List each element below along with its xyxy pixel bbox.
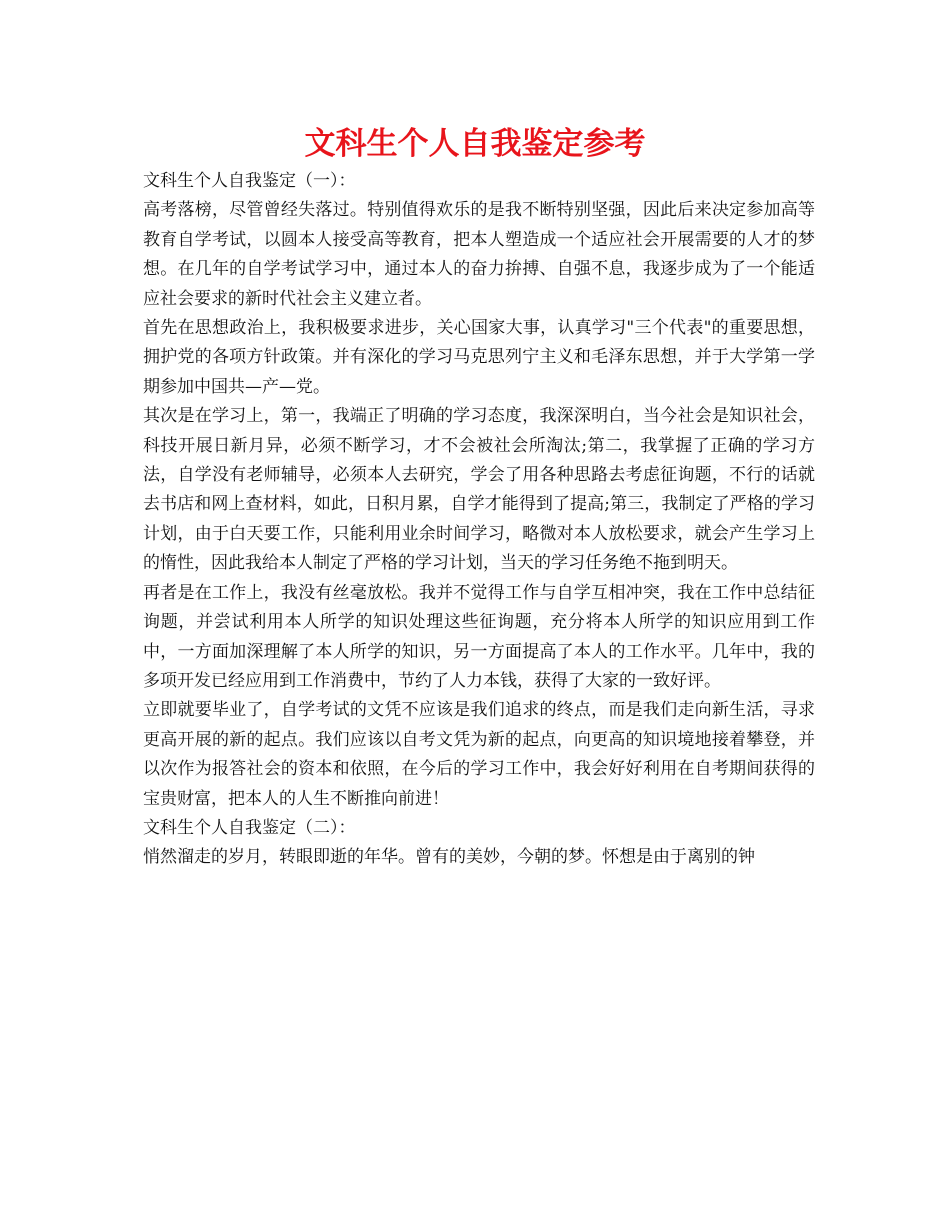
body-paragraph: 立即就要毕业了，自学考试的文凭不应该是我们追求的终点，而是我们走向新生活，寻求更高开展的新的起点。我们应该以自考文凭为新的起点，向更高的知识境地接着攀登，并以次作为报答社会的资本和依照，在今后的学习工作中，我会好好利用在自考期间获得的宝贵财富，把本人的人生不断推向前进！ [143,700,815,809]
body-paragraph: 高考落榜，尽管曾经失落过。特别值得欢乐的是我不断特别坚强，因此后来决定参加高等教育自学考试，以圆本人接受高等教育，把本人塑造成一个适应社会开展需要的人才的梦想。在几年的自学考试学习中，通过本人的奋力拚搏、自强不息，我逐步成为了一个能适应社会要求的新时代社会主义建立者。 [143,200,815,309]
section-heading-2: 文科生个人自我鉴定（二）： [143,817,356,838]
body-paragraph: 首先在思想政治上，我积极要求进步，关心国家大事，认真学习"三个代表"的重要思想，拥护党的各项方针政策。并有深化的学习马克思列宁主义和毛泽东思想，并于大学第一学期参加中国共—产—党。 [143,318,815,397]
body-paragraph: 其次是在学习上，第一，我端正了明确的学习态度，我深深明白，当今社会是知识社会，科技开展日新月异，必须不断学习，才不会被社会所淘汰;第二，我掌握了正确的学习方法，自学没有老师辅导，必须本人去研究，学会了用各种思路去考虑征询题，不行的话就去书店和网上查材料，如此，日积月累，自学才能得到了提高;第三，我制定了严格的学习计划，由于白天要工作，只能利用业余时间学习，略微对本人放松要求，就会产生学习上的惰性，因此我给本人制定了严格的学习计划，当天的学习任务绝不拖到明天。 [143,406,815,574]
body-paragraph: 悄然溜走的岁月，转眼即逝的年华。曾有的美妙，今朝的梦。怀想是由于离别的钟 [143,847,755,868]
section-heading-1: 文科生个人自我鉴定（一）： [143,171,356,191]
document-body [143,167,815,873]
document-title: 文科生个人自我鉴定参考 [304,126,646,162]
body-paragraph: 再者是在工作上，我没有丝毫放松。我并不觉得工作与自学互相冲突，我在工作中总结征询题，并尝试利用本人所学的知识处理这些征询题，充分将本人所学的知识应用到工作中，一方面加深理解了本人所学的知识，另一方面提高了本人的工作水平。几年中，我的多项开发已经应用到工作消费中，节约了人力本钱，获得了大家的一致好评。 [143,582,815,691]
